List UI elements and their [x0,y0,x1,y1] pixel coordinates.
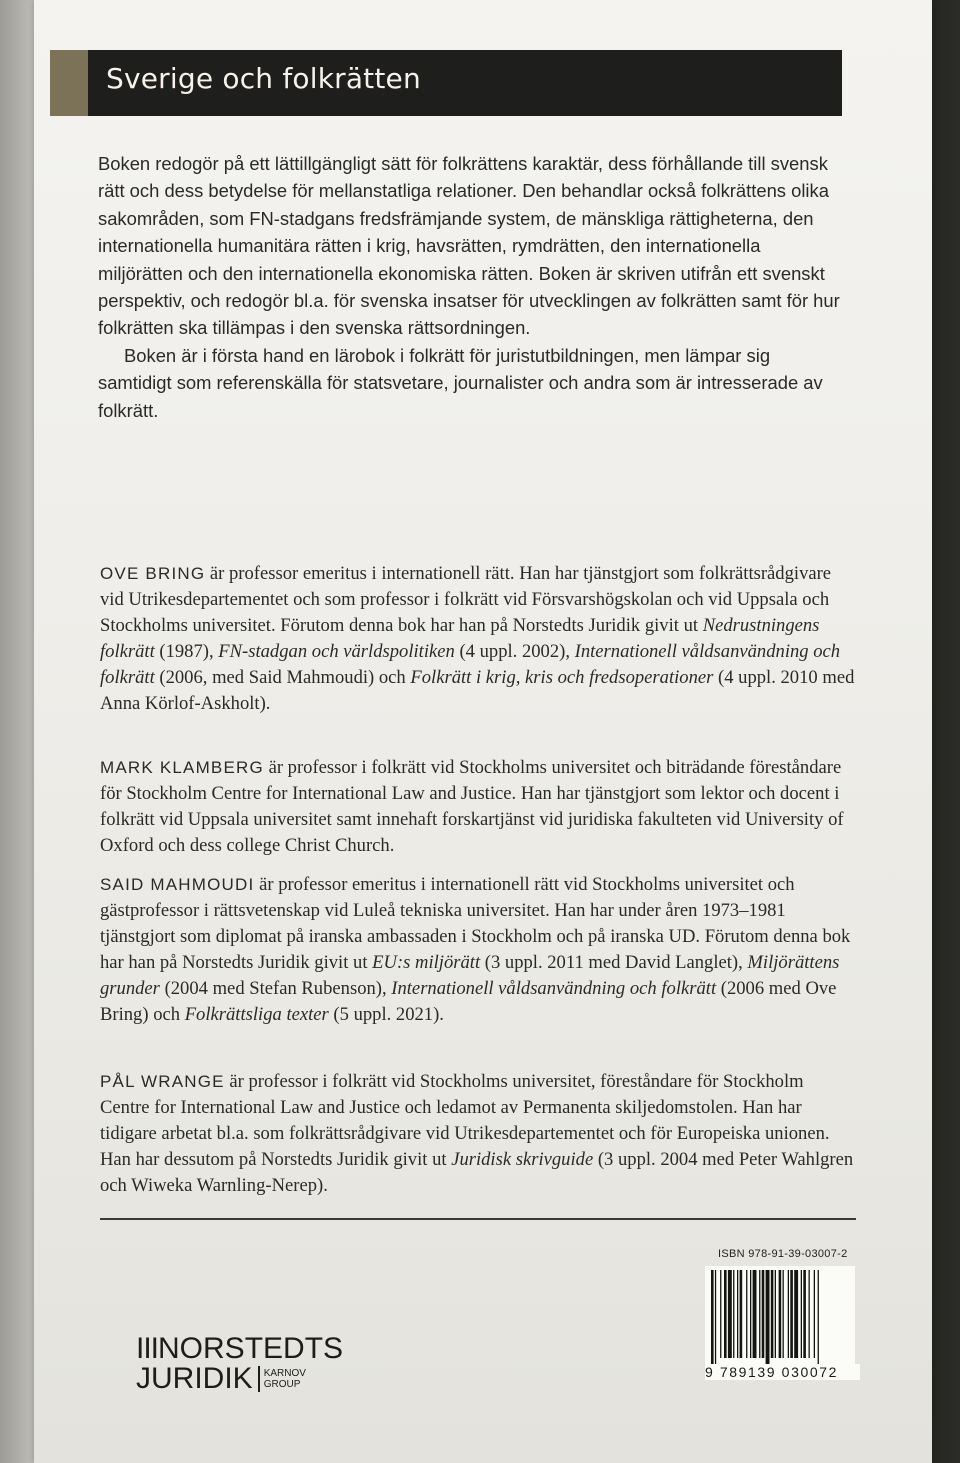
barcode-icon [711,1270,849,1366]
book-description [98,150,848,424]
barcode-bar [788,1270,789,1358]
barcode-bar [740,1270,743,1358]
barcode-bar [794,1270,798,1358]
title-accent [50,50,88,116]
barcode-bar [753,1270,757,1358]
book-reference: Internationell våldsanvändning och folkrätt [100,640,841,688]
logo-group-label: KARNOV GROUP [263,1368,306,1390]
author-bio-bring: OVE BRING är professor emeritus i internationell rätt. Han har tjänstgjort som folkrättsrådgivare vid Utrikesdepartementet och som professor i folkrätt vid Försvarshögskolan och vid Uppsala och Stockholms universitet. Förutom denna bok har han på Norstedts Juridik givit ut Nedrustningens folkrätt (1987), FN-stadgan och världspolitiken (4 uppl. 2002), Internationell våldsanvändning och folkrätt (2006, med Said Mahmoudi) och Folkrätt i krig, kris och fredsoperationer (4 uppl. 2010 med Anna Körlof-Askholt). [100,563,855,714]
isbn-label: ISBN 978-91-39-03007-2 [718,1248,848,1260]
barcode-bar [759,1270,760,1358]
book-title: Sverige och folkrätten [106,62,421,95]
barcode-bar [771,1270,774,1358]
author-name: OVE BRING [100,564,206,583]
barcode-bar [779,1270,782,1358]
barcode-bar [766,1270,770,1366]
logo-wordmark-bottom: JURIDIK [136,1362,253,1395]
barcode-bar [803,1270,806,1358]
barcode-bar [750,1270,751,1358]
barcode-bar [801,1270,802,1358]
barcode-bar [711,1270,714,1366]
author-name: PÅL WRANGE [100,1072,225,1091]
barcode-bar [715,1270,716,1366]
description-paragraph-2: Boken är i första hand en lärobok i folkrätt för juristutbildningen, men lämpar sig samtidigt som referenskälla för statsvetare, journalister och andra som är intresserade av folkrätt. [98,344,823,421]
description-paragraph-1: Boken redogör på ett lättillgängligt sätt för folkrättens karaktär, dess förhållande till svensk rätt och dess betydelse för mellanstatliga relationer. Den behandlar också folkrättens olika sakområden, som FN-stadgans fredsfrämjande system, de mänskliga rättigheterna, den internationella humanitära rätten i krig, havsrätten, rymdrätten, den internationella miljörätten och den internationella ekonomiska rätten. Boken är skriven utifrån ett svenskt perspektiv, och redogör bl.a. för svenska insatser för utvecklingen av folkrätten samt för hur folkrätten ska tillämpas i den svenska rättsordningen. [98,153,840,339]
barcode [705,1266,855,1374]
book-reference: Folkrättsliga texter [184,1003,329,1025]
book-reference: Juridisk skrivguide [451,1148,594,1170]
barcode-bar [746,1270,747,1358]
barcode-bar [809,1270,810,1358]
author-bio-mahmoudi: SAID MAHMOUDI är professor emeritus i internationell rätt vid Stockholms universitet och gästprofessor i rättsvetenskap vid Luleå tekniska universitet. Han har under åren 1973–1981 tjänstgjort som diplomat på iranska ambassaden i Stockholm och på iranska UD. Förutom denna bok har han på Norstedts Juridik givit ut EU:s miljörätt (3 uppl. 2011 med David Langlet), Miljörättens grunder (2004 med Stefan Rubenson), Internationell våldsanvändning och folkrätt (2006 med Ove Bring) och Folkrättsliga texter (5 uppl. 2021). [100,874,851,1025]
barcode-bar [775,1270,776,1358]
book-reference: Nedrustningens folkrätt [100,614,820,662]
barcode-bar [783,1270,784,1358]
book-reference: Folkrätt i krig, kris och fredsoperationer [410,666,714,688]
barcode-bar [818,1270,819,1366]
publisher-logo [136,1334,343,1394]
barcode-bar [728,1270,732,1358]
author-name: MARK KLAMBERG [100,758,264,777]
logo-wordmark-top: NORSTEDTS [158,1332,344,1365]
logo-bars: III [136,1332,159,1365]
barcode-bar [762,1270,765,1358]
barcode-bar [724,1270,727,1358]
author-name: SAID MAHMOUDI [100,875,255,894]
book-reference: FN-stadgan och världspolitiken [218,640,455,662]
divider [100,1218,856,1220]
book-reference: EU:s miljörätt [372,951,481,973]
book-reference: Miljörättens grunder [100,951,840,999]
barcode-bar [737,1270,738,1358]
barcode-digits: 9 789139 030072 [705,1364,860,1380]
author-bio-wrange: PÅL WRANGE är professor i folkrätt vid Stockholms universitet, föreståndare för Stockholm Centre for International Law and Justice och ledamot av Permanenta skiljedomstolen. Han har tidigare arbetat bl.a. som folkrättsrådgivare vid Utrikesdepartementet och för Europeiska unionen. Han har dessutom på Norstedts Juridik givit ut Juridisk skrivguide (3 uppl. 2004 med Peter Wahlgren och Wiweka Warnling-Nerep). [100,1071,854,1196]
book-reference: Internationell våldsanvändning och folkrätt [391,977,717,999]
barcode-bar [814,1270,815,1358]
barcode-bar [720,1270,721,1358]
author-bio-klamberg: MARK KLAMBERG är professor i folkrätt vid Stockholms universitet och biträdande föreståndare för Stockholm Centre for International Law and Justice. Han har tjänstgjort som lektor och docent i folkrätt vid Uppsala universitet samt innehaft forskartjänst vid juridiska fakulteten vid University of Oxford och dess college Christ Church. [100,757,844,856]
barcode-bar [790,1270,793,1358]
barcode-bar [733,1270,734,1358]
logo-separator [258,1366,260,1392]
